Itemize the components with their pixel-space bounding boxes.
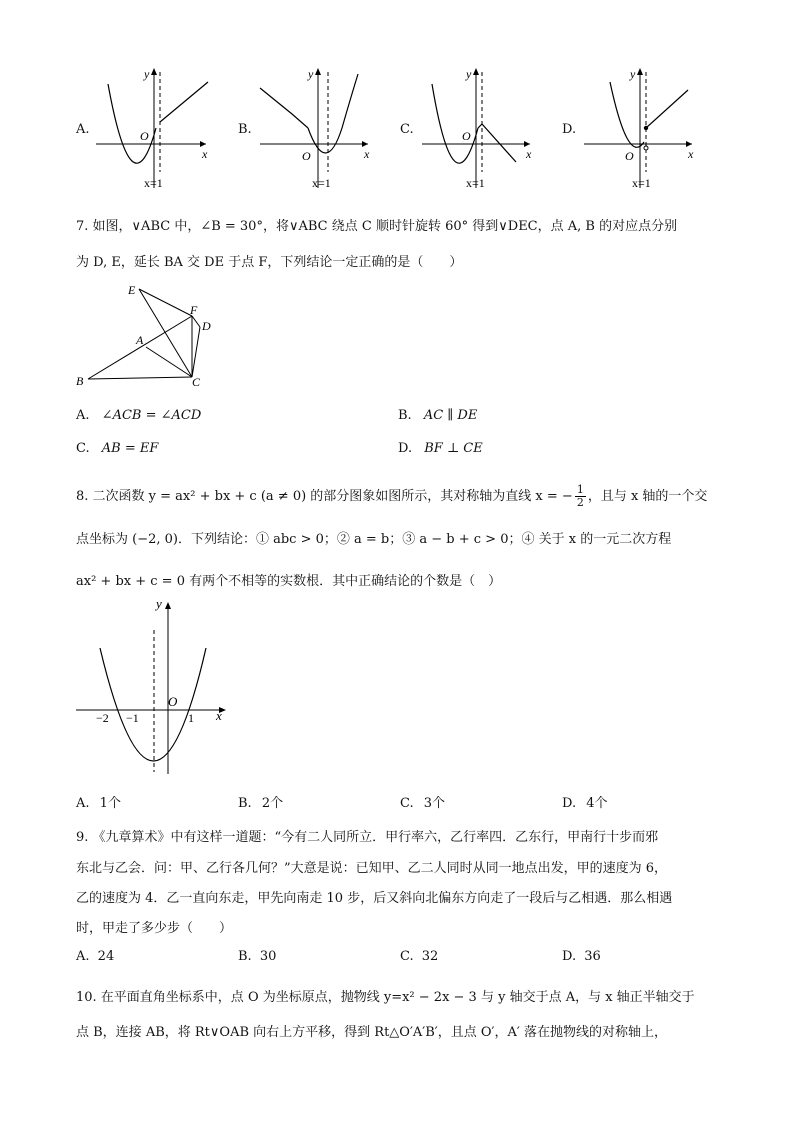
q8-line3: ax² + bx + c = 0 有两个不相等的实数根．其中正确结论的个数是（ ） <box>76 574 502 589</box>
q7-option-b-text: AC ∥ DE <box>423 408 478 423</box>
q6d-y-label: y <box>630 67 636 81</box>
q6c-origin-label: O <box>462 129 471 143</box>
q6c-sym-label: x=1 <box>466 176 485 190</box>
q6-option-a-letter: A. <box>76 122 90 137</box>
q7-figure <box>74 282 224 390</box>
q10-line2: 点 B，连接 AB，将 Rt∨OAB 向右上方平移，得到 Rt△O′A′B′，且点 O′，A′ 落在抛物线的对称轴上， <box>76 1025 667 1040</box>
q8-tick-minus2: −2 <box>96 711 109 725</box>
q6-graph-b <box>256 66 378 191</box>
q9-option-a-text: 24 <box>97 949 115 964</box>
q8-option-c[interactable] <box>400 792 445 811</box>
q9-option-c-letter: C. <box>400 949 414 964</box>
q7-option-a-letter: A. <box>76 408 90 423</box>
q7-option-a-text: ∠ACB = ∠ACD <box>101 408 202 423</box>
q9-option-a[interactable] <box>76 949 114 964</box>
q8-option-c-letter: C. <box>400 796 414 811</box>
q9-line2: 东北与乙会．问：甲、乙行各几何？”大意是说：已知甲、乙二人同时从同一地点出发，甲的速度为 6， <box>76 861 668 876</box>
q9-option-d[interactable] <box>562 949 601 964</box>
q8-option-b-text: 2个 <box>261 796 284 811</box>
q7-option-d[interactable] <box>398 441 483 456</box>
q8-graph <box>74 596 234 778</box>
q9-option-b[interactable] <box>238 949 276 964</box>
q6d-sym-label: x=1 <box>632 176 651 190</box>
q8-option-a-letter: A. <box>76 796 90 811</box>
q6b-origin-label: O <box>302 149 311 163</box>
q8-fraction-num: 1 <box>576 483 584 496</box>
q8-option-b-letter: B. <box>238 796 252 811</box>
q10-line1: 10. 在平面直角坐标系中，点 O 为坐标原点，抛物线 y=x² − 2x − 3 与 y 轴交于点 A，与 x 轴正半轴交于 <box>76 990 695 1005</box>
q8-option-d-letter: D. <box>562 796 577 811</box>
q6b-x-label: x <box>364 147 370 161</box>
q6d-x-label: x <box>688 147 694 161</box>
q8-origin-label: O <box>168 694 178 709</box>
q9-option-b-text: 30 <box>259 949 277 964</box>
q8-tick-1: 1 <box>188 711 194 725</box>
q6-option-b-letter: B. <box>238 122 252 137</box>
q7-line1: 7. 如图，∨ABC 中，∠B = 30°，将∨ABC 绕点 C 顺时针旋转 60° 得到∨DEC，点 A, B 的对应点分别 <box>76 219 678 234</box>
q6-graph-c <box>418 66 540 191</box>
q7-label-E: E <box>128 283 136 297</box>
q6b-sym-label: x=1 <box>312 176 331 190</box>
q6a-y-label: y <box>144 67 150 81</box>
q9-option-c[interactable] <box>400 949 438 964</box>
q7-option-c-text: AB = EF <box>101 441 159 456</box>
q6-graph-a <box>94 66 216 191</box>
q6a-sym-label: x=1 <box>144 176 163 190</box>
q7-option-d-text: BF ⊥ CE <box>424 441 483 456</box>
q6-graph-d <box>580 66 702 191</box>
q9-option-b-letter: B. <box>238 949 252 964</box>
q7-label-B: B <box>76 374 84 388</box>
q8-line1 <box>76 484 707 509</box>
q9-line1: 9. 《九章算术》中有这样一道题：“今有二人同所立．甲行率六，乙行率四．乙东行，甲南行十步而邪 <box>76 830 659 845</box>
q8-line1-text: 8. 二次函数 y = ax² + bx + c (a ≠ 0) 的部分图象如图所示，其对称轴为直线 x = − <box>76 489 573 504</box>
q9-option-d-text: 36 <box>584 949 601 964</box>
q8-x-label: x <box>216 708 222 723</box>
q7-label-C: C <box>192 375 201 389</box>
q7-option-b-letter: B. <box>398 408 412 423</box>
q6-option-b <box>238 66 378 191</box>
q8-line1-tail: ，且与 x 轴的一个交 <box>587 489 708 504</box>
q8-line2: 点坐标为 (−2, 0)．下列结论：① abc > 0；② a = b；③ a − b + c > 0；④ 关于 x 的一元二次方程 <box>76 532 672 547</box>
q8-fraction <box>575 484 586 509</box>
q7-label-D: D <box>202 319 211 333</box>
q8-y-label: y <box>156 596 162 611</box>
q6c-x-label: x <box>526 147 532 161</box>
q9-line4: 时，甲走了多少步（ ） <box>76 921 233 936</box>
q9-option-a-letter: A. <box>76 949 90 964</box>
q8-option-c-text: 3个 <box>423 796 446 811</box>
q6c-y-label: y <box>466 67 472 81</box>
q6d-origin-label: O <box>625 149 634 163</box>
q8-option-d-text: 4个 <box>586 796 608 811</box>
q7-option-d-letter: D. <box>398 441 413 456</box>
q8-fraction-den: 2 <box>576 496 584 509</box>
q8-option-d[interactable] <box>562 792 608 811</box>
q8-option-a-text: 1个 <box>99 796 121 811</box>
q6-option-a <box>76 66 216 191</box>
q7-option-c-letter: C. <box>76 441 90 456</box>
q9-option-c-text: 32 <box>421 949 439 964</box>
q6a-origin-label: O <box>140 129 149 143</box>
q7-line2: 为 D, E，延长 BA 交 DE 于点 F，下列结论一定正确的是（ ） <box>76 255 463 270</box>
q6-option-d-letter: D. <box>562 122 577 137</box>
q6a-x-label: x <box>202 147 208 161</box>
q7-option-a[interactable] <box>76 408 201 423</box>
q6-option-c <box>400 66 540 191</box>
q6-option-d <box>562 66 702 191</box>
q7-label-F: F <box>190 303 198 317</box>
q9-option-d-letter: D. <box>562 949 577 964</box>
q8-tick-minus1: −1 <box>126 711 139 725</box>
q6b-y-label: y <box>308 67 314 81</box>
q9-line3: 乙的速度为 4．乙一直向东走，甲先向南走 10 步，后又斜向北偏东方向走了一段后与乙相遇．那么相遇 <box>76 891 673 906</box>
q7-option-c[interactable] <box>76 441 158 456</box>
q7-option-b[interactable] <box>398 408 477 423</box>
q6-option-c-letter: C. <box>400 122 414 137</box>
q7-label-A: A <box>136 333 144 347</box>
q8-option-a[interactable] <box>76 792 121 811</box>
q8-option-b[interactable] <box>238 792 283 811</box>
